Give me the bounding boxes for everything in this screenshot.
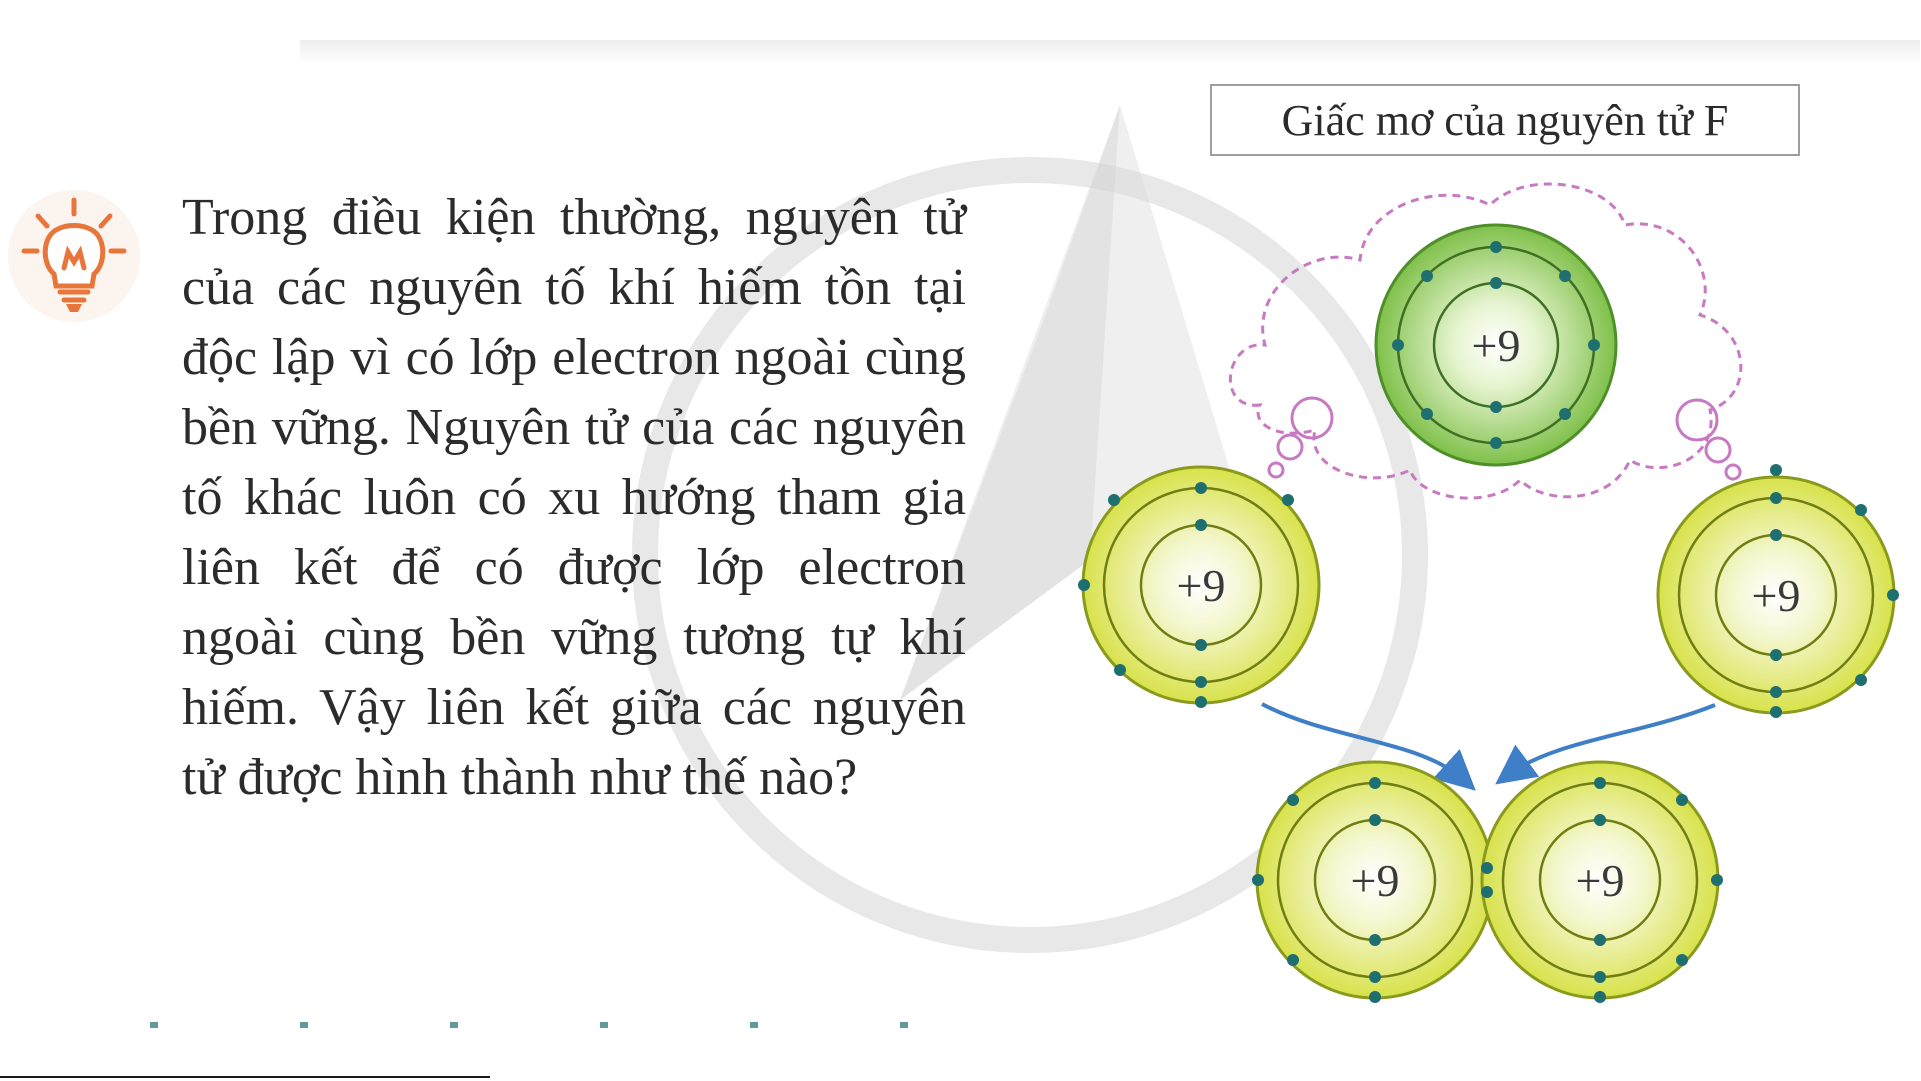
question-paragraph: Trong điều kiện thường, nguyên tử của các nguyên tố khí hiếm tồn tại độc lập vì có lớp electron ngoài cùng bền vững. Nguyên tử của các nguyên tố khác luôn có xu hướng tham gia liên kết để có được lớp electron ngoài cùng bền vững tương tự khí hiếm. Vậy liên kết giữa các nguyên tử được hình thành như thế nào? — [182, 189, 966, 806]
nucleus-label-left: +9 — [1176, 560, 1226, 611]
nucleus-label-dream: +9 — [1471, 320, 1521, 371]
bottom-cut-text-fragment — [150, 1022, 1050, 1028]
diagram-title: Giấc mơ của nguyên tử F — [1210, 84, 1800, 156]
fluorine-atoms-diagram — [1060, 70, 1921, 1020]
nucleus-label-right: +9 — [1751, 570, 1801, 621]
lightbulb-icon — [4, 186, 144, 326]
nucleus-label-bonded-left: +9 — [1350, 855, 1400, 906]
footer-line — [0, 1076, 490, 1078]
nucleus-label-bonded-right: +9 — [1575, 855, 1625, 906]
